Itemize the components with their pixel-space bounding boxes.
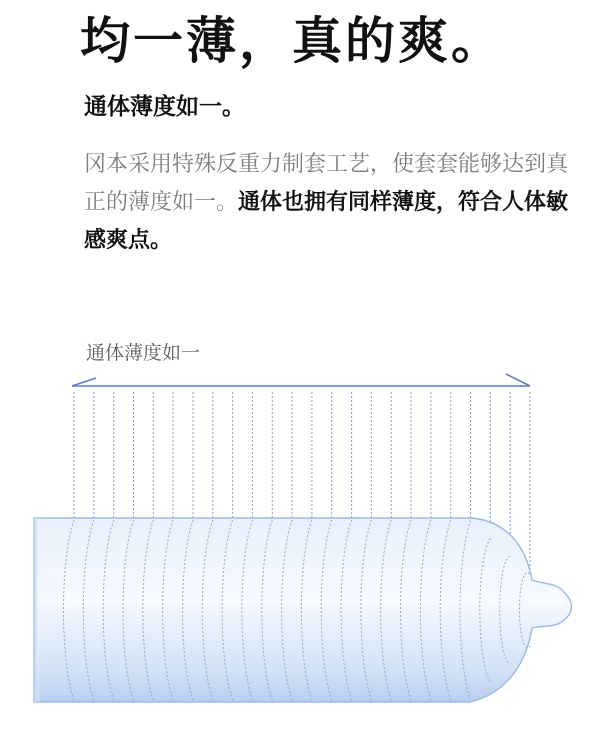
description-normal: 冈本采用特殊反重力制套工艺，使套套能够达到真正的薄度如一。 (84, 152, 569, 215)
description-highlight: 通体也拥有同样薄度，符合人体敏感爽点。 (84, 190, 569, 253)
condom-body (34, 518, 572, 702)
diagram-label: 通体薄度如一 (86, 342, 201, 364)
span-arrow (72, 374, 530, 386)
description (84, 146, 584, 260)
headline: 均一薄，真的爽。 (80, 12, 504, 70)
subheadline: 通体薄度如一。 (84, 94, 245, 120)
thickness-diagram (0, 320, 600, 734)
